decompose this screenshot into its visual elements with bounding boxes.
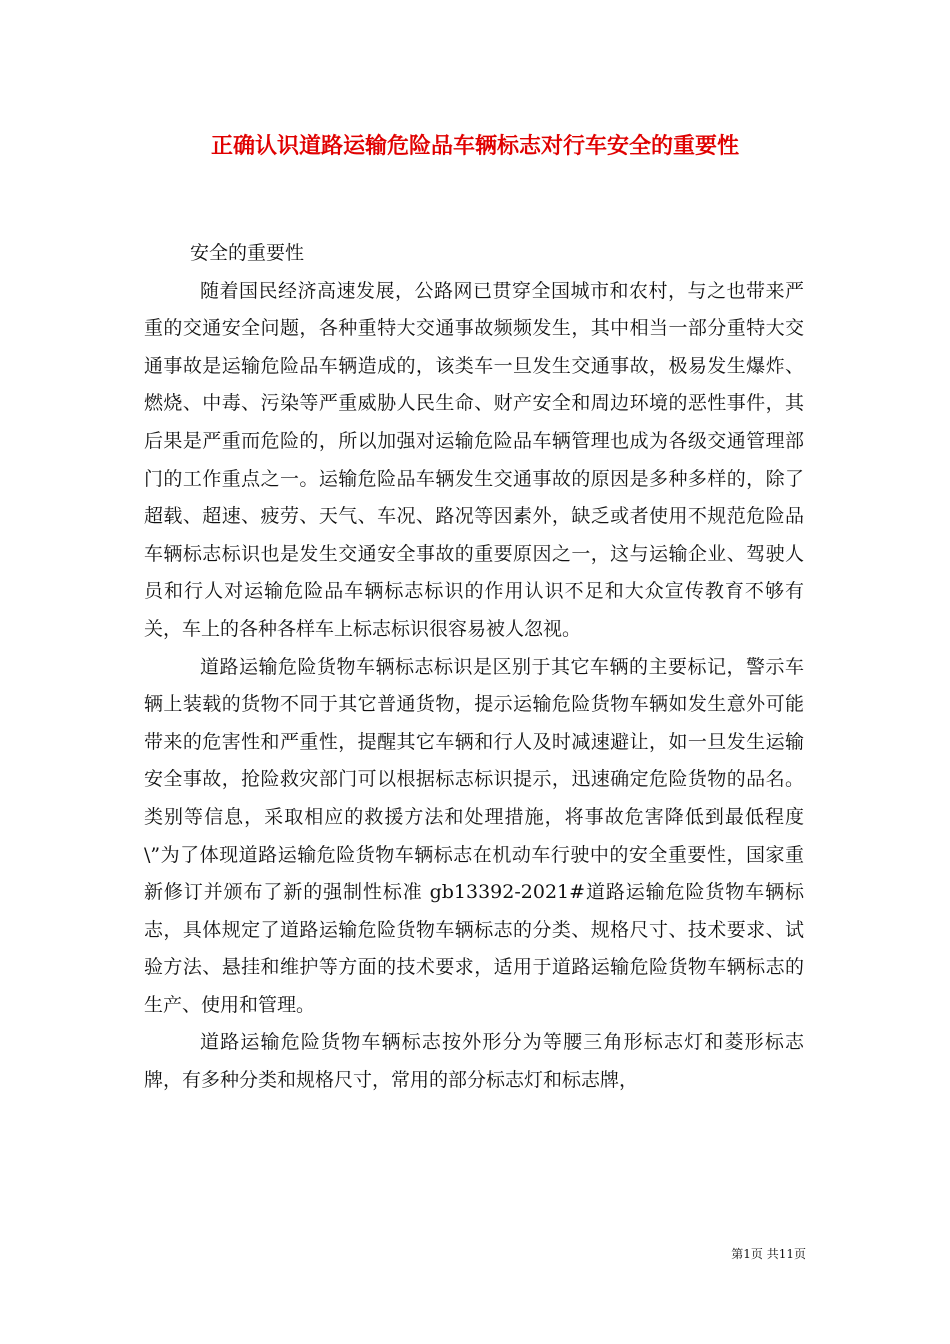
footer-current-page: 1: [743, 1247, 751, 1261]
footer-suffix: 页: [793, 1247, 806, 1261]
footer-prefix: 第: [731, 1247, 744, 1261]
footer-middle: 页 共: [750, 1247, 779, 1261]
paragraph-2: 道路运输危险货物车辆标志标识是区别于其它车辆的主要标记，警示车辆上装载的货物不同于其它普通货物，提示运输危险货物车辆如发生意外可能带来的危害性和严重性，提醒其它车辆和行人及时减速避让，如一旦发生运输安全事故，抢险救灾部门可以根据标志标识提示，迅速确定危险货物的品名。类别等信息，采取相应的救援方法和处理措施，将事故危害降低到最低程度\”为了体现道路运输危险货物车辆标志在机动车行驶中的安全重要性，国家重新修订并颁布了新的强制性标准 gb13392-2021#道路运输危险货物车辆标志，具体规定了道路运输危险货物车辆标志的分类、规格尺寸、技术要求、试验方法、悬挂和维护等方面的技术要求，适用于道路运输危险货物车辆标志的生产、使用和管理。: [144, 655, 804, 1016]
document-title: 正确认识道路运输危险品车辆标志对行车安全的重要性: [210, 133, 739, 159]
footer-total-pages: 11: [778, 1247, 794, 1261]
paragraph-3: 道路运输危险货物车辆标志按外形分为等腰三角形标志灯和菱形标志牌，有多种分类和规格尺寸，常用的部分标志灯和标志牌，: [144, 1031, 804, 1092]
section-subheading: 安全的重要性: [190, 242, 305, 264]
page-number-footer: [731, 1246, 806, 1262]
document-body: [144, 235, 804, 1100]
paragraph-1: 随着国民经济高速发展，公路网已贯穿全国城市和农村，与之也带来严重的交通安全问题，各种重特大交通事故频频发生，其中相当一部分重特大交通事故是运输危险品车辆造成的，该类车一旦发生交通事故，极易发生爆炸、燃烧、中毒、污染等严重威胁人民生命、财产安全和周边环境的恶性事件，其后果是严重而危险的，所以加强对运输危险品车辆管理也成为各级交通管理部门的工作重点之一。运输危险品车辆发生交通事故的原因是多种多样的，除了超载、超速、疲劳、天气、车况、路况等因素外，缺乏或者使用不规范危险品车辆标志标识也是发生交通安全事故的重要原因之一，这与运输企业、驾驶人员和行人对运输危险品车辆标志标识的作用认识不足和大众宣传教育不够有关，车上的各种各样车上标志标识很容易被人忽视。: [144, 279, 804, 640]
